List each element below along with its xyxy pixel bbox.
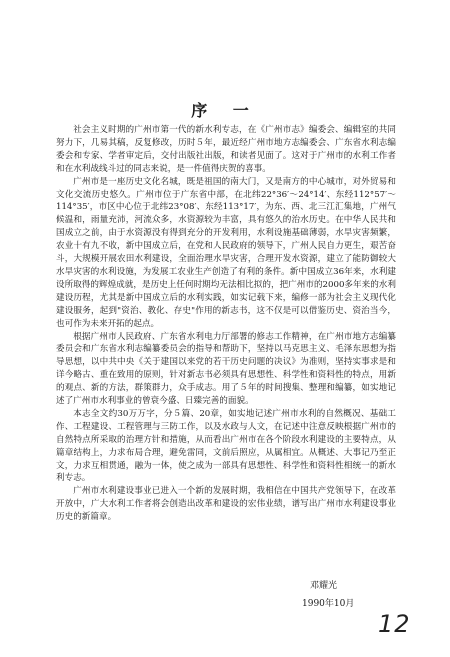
preface-title: 序 一 xyxy=(191,101,259,120)
paragraph-3: 根据广州市人民政府、广东省水利电力厅部署的修志工作精神，在广州市地方志编纂委员会和广东省水利志编纂委员会的指导和帮助下，坚持以马克思主义、毛泽东思想为指导思想，以中共中央《关于建国以来党的若干历史问题的决议》为准则，坚持实事求是和详今略古、重在致用的原则，针对新志书必须具有思想性、科学性和资料性的特点，用新的观点、新的方法，群策群力，众手成志。用了５年的时间搜集、整理和编纂，如实地记述了广州市水利事业的曾衰今盛、日臻完善的面貌。 xyxy=(56,331,396,407)
paragraph-5: 广州市水利建设事业已进入一个新的发展时期，我相信在中国共产党领导下，在改革开放中，广大水利工作者将会创造出改革和建设的宏伟业绩，谱写出广州市水利建设事业历史的新篇章。 xyxy=(56,486,396,523)
paragraph-1: 社会主义时期的广州市第一代的新水利专志，在《广州市志》编委会、编辑室的共同努力下，几易其稿，反复修改，历时５年，最近经广州市地方志编委会、广东省水利志编委会和专家、学者审定后，交付出版社出版，和读者见面了。这对于广州市的水利工作者和在水利战线斗过的同志来说，是一件值得庆贺的喜事。 xyxy=(56,125,396,174)
paragraph-4: 本志全文约30万万字，分５篇、20章，如实地记述广州市水利的自然概况、基础工作、工程建设、工程管理与三防工作，以及水政与人文，在记述中注意反映根据广州市的自然特点所采取的治理方针和措施，从而看出广州市在各个阶段水利建设的主要特点，从篇章结构上，力求布局合理，避免雷同，文前后照应，从属相宜。从概述、大事记乃至正文，力求互相贯通，融为一体，使之成为一部具有思想性、科学性和资料性相统一的新水利专志。 xyxy=(56,408,396,484)
preface-body xyxy=(56,124,396,524)
handwritten-page-number: 12 xyxy=(378,610,411,638)
author-signature: 邓耀光 xyxy=(310,581,338,591)
signature-date: 1990年10月 xyxy=(302,599,355,609)
paragraph-2: 广州市是一座历史文化名城，既是祖国的南大门，又是南方的中心城市，对外贸易和文化交流历史悠久。广州市位于广东省中部，在北纬22°36′～24°14′、东经112°57′～114°35′，市区中心位于北纬23°08′、东经113°17′，为东、西、北三江汇集地，广州气候温和，雨量充沛，河流众多，水资源较为丰富，具有悠久的治水历史。在中华人民共和国成立之前，由于水资源没有得到充分的开发利用，水利设施基础薄弱，水旱灾害频繁，农业十有九不收，新中国成立后，在党和人民政府的领导下，广州人民自力更生，艰苦奋斗，大规模开展农田水利建设，全面治理水旱灾害，合理开发水资源，建立了能防御较大水旱灾害的水利设施，为发展工农业生产创造了有利的条件。新中国成立36年来，水利建设所取得的辉煌成就，是历史上任何时期均无法相比拟的，把广州市的2000多年来的水利建设历程，尤其是新中国成立后的水利实践，如实记载下来，编修一部为社会主义现代化建设服务，起到"资治、教化、存史"作用的新志书，这不仅是可以借鉴历史、资治当今，也可作为未来开拓的起点。 xyxy=(56,176,396,329)
